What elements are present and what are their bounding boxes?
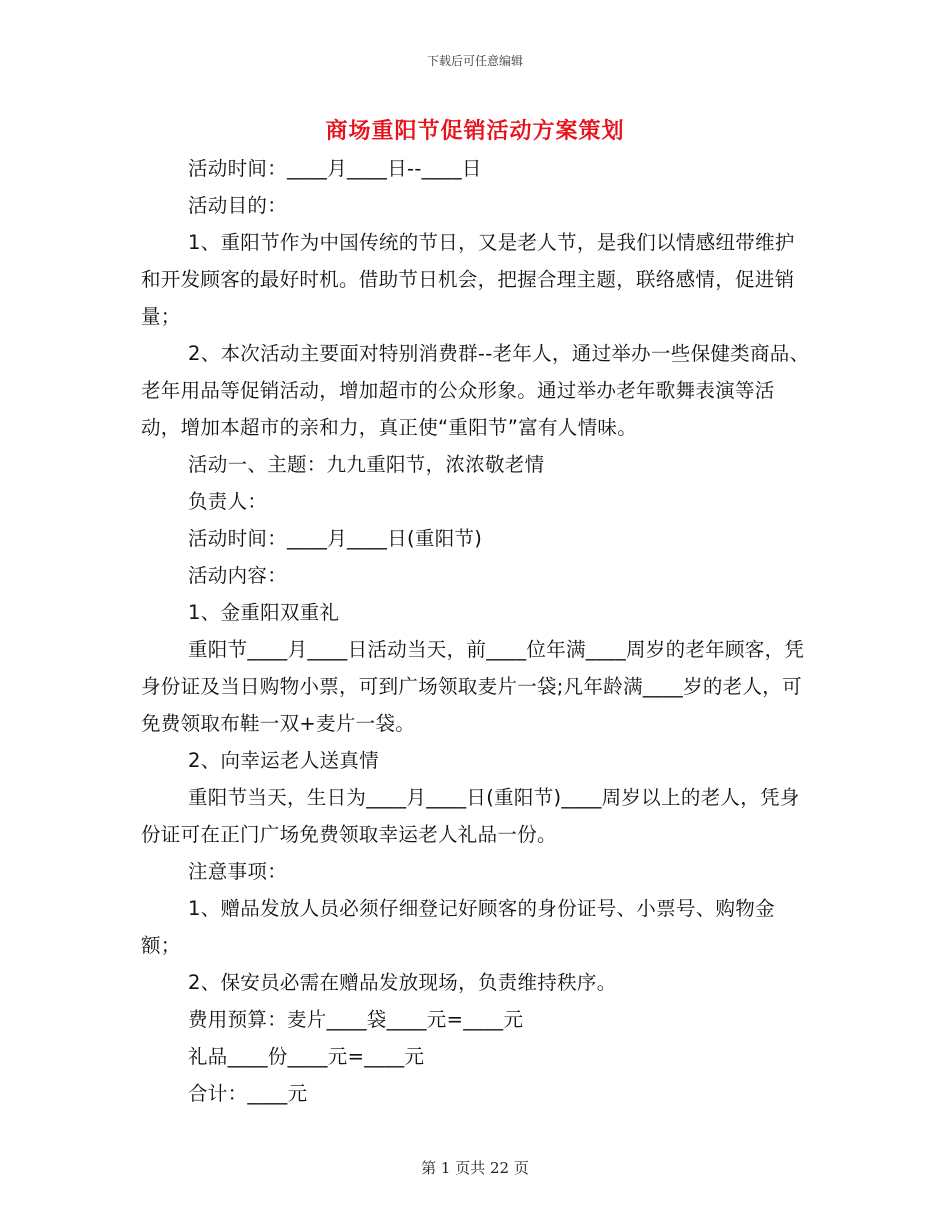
paragraph: 礼品____份____元=____元 bbox=[188, 1045, 425, 1068]
page-header: 下载后可任意编辑 bbox=[426, 54, 523, 68]
paragraph: 2、向幸运老人送真情 bbox=[188, 749, 379, 772]
paragraph: 活动一、主题：九九重阳节，浓浓敬老情 bbox=[188, 453, 545, 476]
paragraph: 1、金重阳双重礼 bbox=[188, 601, 340, 624]
paragraph: 2、本次活动主要面对特别消费群--老年人，通过举办一些保健类商品、老年用品等促销活动，增加超市的公众形象。通过举办老年歌舞表演等活动，增加本超市的亲和力，真正使“重阳节”富有人情味。 bbox=[141, 342, 810, 439]
paragraph: 活动时间：____月____日--____日 bbox=[188, 157, 482, 180]
paragraph: 1、重阳节作为中国传统的节日，又是老人节，是我们以情感纽带维护和开发顾客的最好时机。借助节日机会，把握合理主题，联络感情，促进销量； bbox=[141, 231, 795, 328]
paragraph: 活动时间：____月____日(重阳节) bbox=[188, 527, 483, 550]
paragraph: 合计：____元 bbox=[188, 1082, 308, 1105]
paragraph: 负责人： bbox=[188, 490, 268, 513]
paragraph: 1、赠品发放人员必须仔细登记好顾客的身份证号、小票号、购物金额； bbox=[141, 897, 775, 957]
page-footer: 第 1 页共 22 页 bbox=[421, 1159, 529, 1177]
paragraph: 重阳节当天，生日为____月____日(重阳节)____周岁以上的老人，凭身份证可在正门广场免费领取幸运老人礼品一份。 bbox=[141, 786, 800, 846]
document-body bbox=[141, 150, 811, 1112]
paragraph: 活动目的： bbox=[188, 194, 288, 217]
paragraph: 活动内容： bbox=[188, 564, 288, 587]
paragraph: 重阳节____月____日活动当天，前____位年满____周岁的老年顾客，凭身份证及当日购物小票，可到广场领取麦片一袋;凡年龄满____岁的老人，可免费领取布鞋一双+麦片一袋。 bbox=[141, 638, 805, 735]
document-title: 商场重阳节促销活动方案策划 bbox=[325, 118, 625, 144]
paragraph: 2、保安员必需在赠品发放现场，负责维持秩序。 bbox=[188, 971, 617, 994]
paragraph: 注意事项： bbox=[188, 860, 288, 883]
paragraph: 费用预算：麦片____袋____元=____元 bbox=[188, 1008, 524, 1031]
